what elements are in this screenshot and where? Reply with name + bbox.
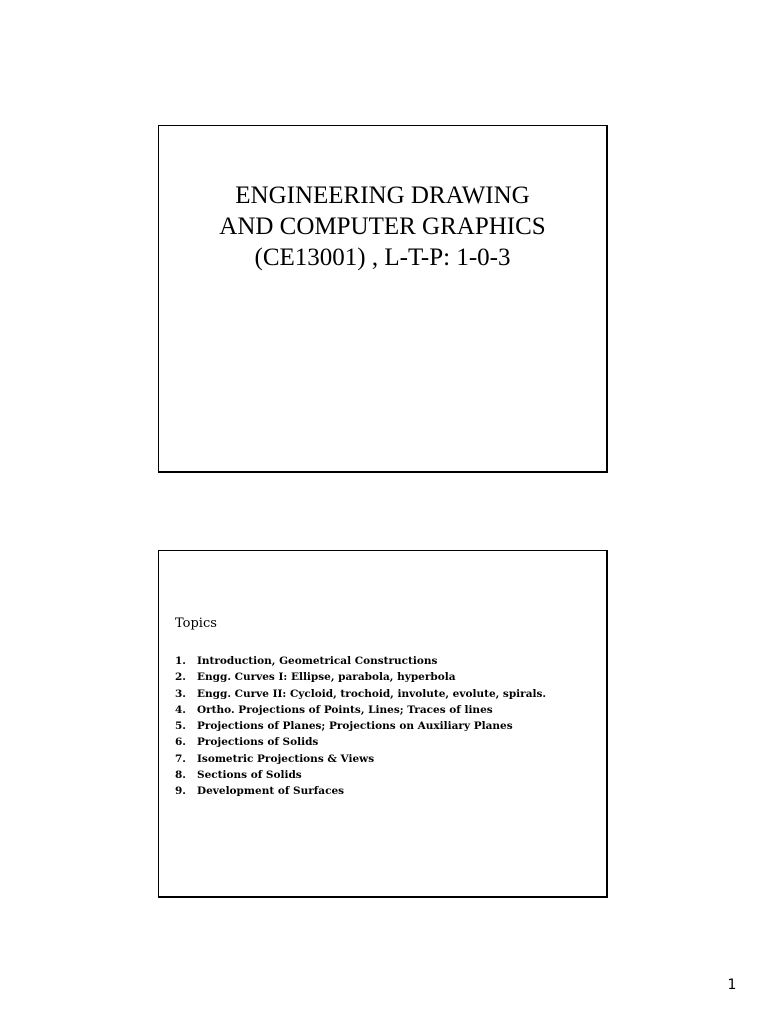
topic-number: 2.	[175, 671, 186, 684]
topic-text: Projections of Solids	[197, 736, 319, 749]
slide-title	[159, 180, 606, 273]
topic-number: 1.	[175, 655, 186, 667]
topic-item	[175, 751, 546, 767]
topic-text: Engg. Curves I: Ellipse, parabola, hyperbola	[197, 671, 456, 684]
topic-item	[175, 653, 546, 669]
topic-text: Introduction, Geometrical Constructions	[197, 655, 438, 667]
topic-text: Isometric Projections & Views	[197, 752, 375, 765]
topic-item	[175, 718, 546, 734]
topic-item	[175, 783, 546, 799]
topic-number: 5.	[175, 720, 186, 733]
topic-text: Projections of Planes; Projections on Auxiliary Planes	[197, 720, 513, 733]
page-number: 1	[727, 977, 737, 993]
topic-number: 8.	[175, 769, 186, 782]
topic-number: 6.	[175, 736, 186, 749]
title-line-1: ENGINEERING DRAWING	[235, 182, 530, 209]
title-line-3: (CE13001) , L-T-P: 1-0-3	[254, 244, 511, 271]
topic-number: 7.	[175, 752, 186, 765]
topic-text: Ortho. Projections of Points, Lines; Traces of lines	[197, 703, 493, 716]
topics-list	[175, 653, 546, 800]
topic-item	[175, 669, 546, 685]
topic-item	[175, 767, 546, 783]
topics-heading: Topics	[175, 616, 217, 631]
topic-text: Development of Surfaces	[197, 785, 345, 798]
topic-number: 9.	[175, 785, 186, 798]
title-line-2: AND COMPUTER GRAPHICS	[219, 213, 546, 240]
topic-item	[175, 702, 546, 718]
topic-item	[175, 686, 546, 702]
title-slide	[158, 125, 608, 473]
topics-slide	[158, 550, 608, 898]
topic-text: Engg. Curve II: Cycloid, trochoid, involute, evolute, spirals.	[197, 687, 547, 700]
topic-number: 3.	[175, 687, 186, 700]
topic-text: Sections of Solids	[197, 769, 302, 782]
topic-item	[175, 734, 546, 750]
topic-number: 4.	[175, 703, 186, 716]
